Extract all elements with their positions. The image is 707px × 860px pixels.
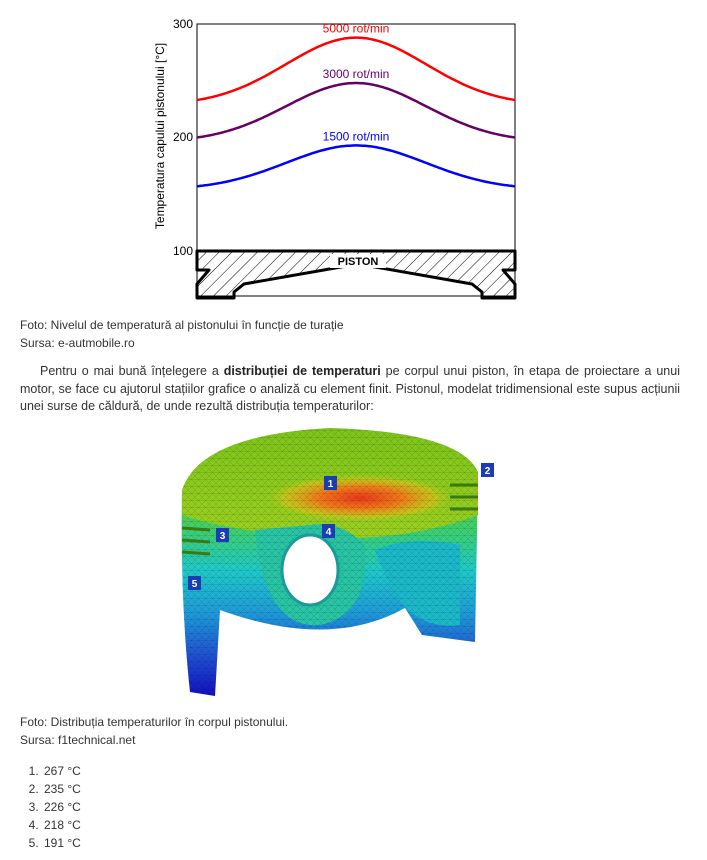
y-axis-label: Temperatura capului pistonului [°C] [153,42,167,230]
svg-text:3: 3 [219,531,226,542]
svg-text:1: 1 [327,479,334,490]
svg-text:2: 2 [484,466,491,477]
list-item: 4. 218 °C [42,816,81,834]
figure2-caption: Foto: Distribuția temperaturilor în corpul pistonului. [20,715,289,729]
series-label-1500: 1500 rot/min [322,129,390,144]
temperature-values-list [20,762,81,852]
list-item: 2. 235 °C [42,780,81,798]
figure2-source: Sursa: f1technical.net [20,733,136,747]
list-item: 3. 226 °C [42,798,81,816]
figure1-source: Sursa: e-autmobile.ro [20,336,135,350]
series-label-5000: 5000 rot/min [322,21,390,36]
paragraph-text-before: Pentru o mai bună înțelegere a [40,364,224,378]
pin-hole [282,535,338,605]
list-item: 5. 191 °C [42,834,81,852]
y-tick-label-300: 300 [172,17,193,31]
figure1-caption: Foto: Nivelul de temperatură al pistonului în funcție de turație [20,318,344,332]
series-label-3000: 3000 rot/min [322,67,390,81]
paragraph-bold-term: distribuției de temperaturi [223,364,381,378]
svg-text:4: 4 [325,527,332,538]
marker-5 [188,576,201,590]
list-item: 1. 267 °C [42,762,81,780]
piston-label: PISTON [337,256,379,268]
piston-fea-image [160,420,510,705]
temperature-chart [0,0,707,310]
paragraph-text-after: pe corpul unui piston, în etapa de proiectare a unui motor, se face cu ajutorul stațiilor grafice o analiză cu element finit. Pistonul, modelat tridimensional este supus acțiunii unei surse de căldură, de unde rezultă distribuția temperaturilor: [20,364,680,413]
marker-1 [324,476,337,490]
marker-2 [481,463,494,477]
marker-3 [216,528,229,542]
intro-paragraph [20,363,680,416]
y-tick-label-200: 200 [172,130,193,144]
svg-text:5: 5 [191,579,198,590]
y-tick-label-100: 100 [172,244,193,258]
marker-4 [322,524,335,538]
